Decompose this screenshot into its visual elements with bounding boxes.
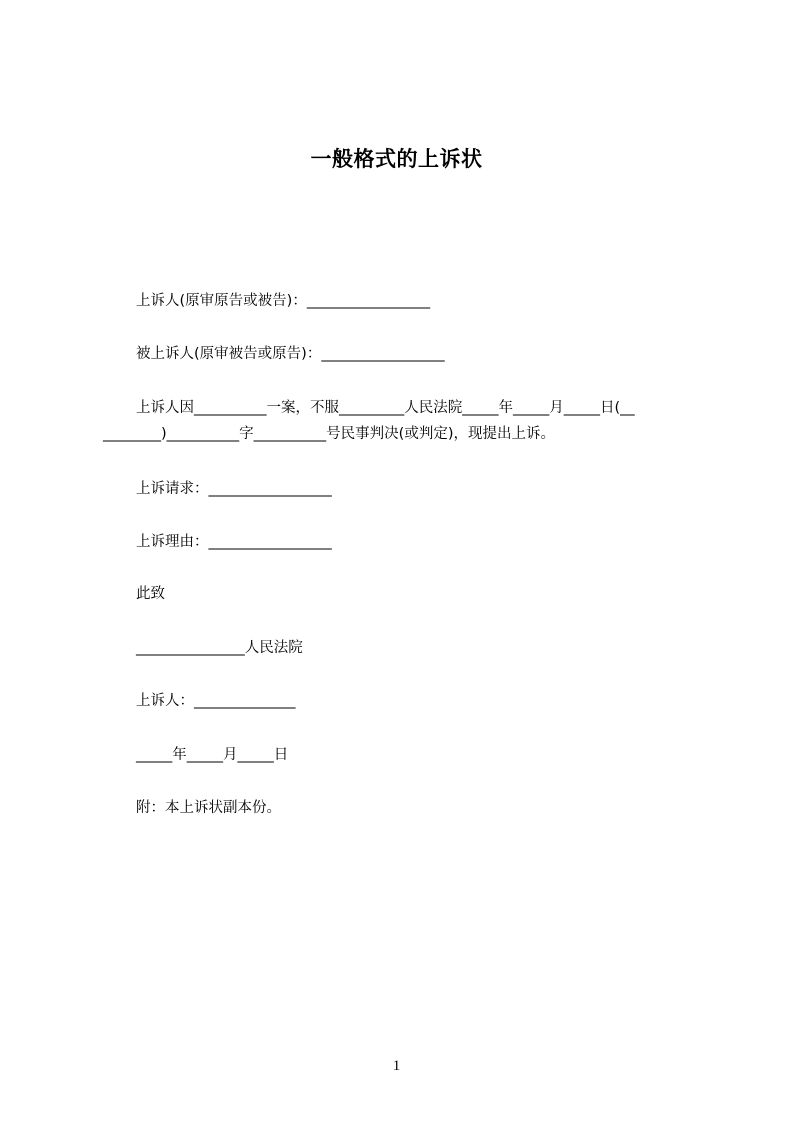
appeal-request-line: 上诉请求：_________________: [136, 481, 332, 497]
case-description-line-1: 上诉人因__________一案，不服_________人民法院_____年_____月_____日(__: [136, 400, 635, 416]
case-description-line-2: ________)__________字__________号民事判决(或判定)，现提出上诉。: [103, 426, 555, 442]
attachment-note: 附：本上诉状副本份。: [136, 800, 281, 816]
document-title: 一般格式的上诉状: [310, 147, 483, 171]
appeal-reason-line: 上诉理由：_________________: [136, 534, 332, 550]
appellee-line: 被上诉人(原审被告或原告)：_________________: [136, 346, 445, 362]
court-name-line: _______________人民法院: [136, 640, 303, 656]
page-number: 1: [392, 1058, 401, 1074]
date-line: _____年_____月_____日: [136, 747, 289, 763]
appellant-line: 上诉人(原审原告或被告)：_________________: [136, 293, 431, 309]
signature-line: 上诉人：______________: [136, 693, 296, 709]
salutation: 此致: [136, 586, 165, 602]
